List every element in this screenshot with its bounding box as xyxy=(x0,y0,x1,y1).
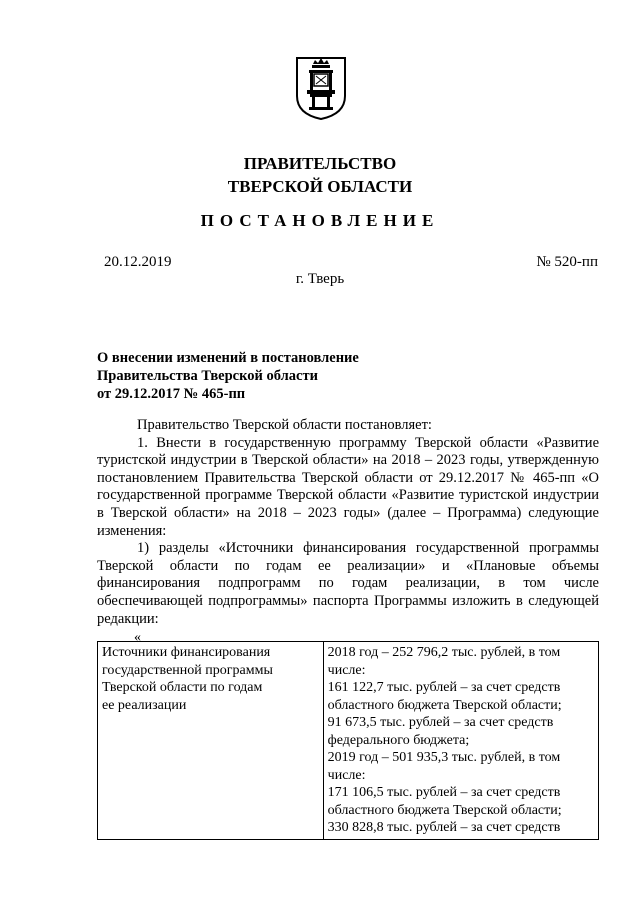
value-line: 330 828,8 тыс. рублей – за счет средств xyxy=(327,820,561,835)
value-line: числе: xyxy=(327,662,366,678)
subject-line1: О внесении изменений в постановление xyxy=(97,350,359,366)
financing-table xyxy=(97,641,599,840)
label-line: ее реализации xyxy=(102,697,187,713)
decree-heading: ПОСТАНОВЛЕНИЕ xyxy=(200,211,440,230)
government-title xyxy=(0,152,640,198)
decree-subject xyxy=(97,349,359,403)
label-line: государственной программы xyxy=(102,662,273,678)
subject-line2: Правительства Тверской области xyxy=(97,368,318,384)
value-line: 91 673,5 тыс. рублей – за счет средств xyxy=(327,715,554,730)
government-title-line1: ПРАВИТЕЛЬСТВО xyxy=(243,154,397,173)
coat-of-arms-emblem xyxy=(295,56,347,120)
value-line: 161 122,7 тыс. рублей – за счет средств xyxy=(327,680,561,695)
value-line: областного бюджета Тверской области; xyxy=(327,802,562,818)
subject-line3: от 29.12.2017 № 465-пп xyxy=(97,386,246,402)
decree-city: г. Тверь xyxy=(295,271,345,287)
government-title-line2: ТВЕРСКОЙ ОБЛАСТИ xyxy=(227,177,413,196)
body-paragraph-item1: 1. Внести в государственную программу Тверской области «Развитие туристской индустрии в Тверской области» на 2018 – 2023 годы, утвержденную постановлением Правительства Тверской области от 29.12.2017 № 465-пп «О государственной программе Тверской области «Развитие туристской индустрии в Тверской области» на 2018 – 2023 годы» (далее – Программа) следующие изменения: xyxy=(97,434,599,539)
value-line: 171 106,5 тыс. рублей – за счет средств xyxy=(327,785,561,800)
value-line: федерального бюджета; xyxy=(327,732,470,748)
table-row xyxy=(98,642,599,840)
value-line: 2019 год – 501 935,3 тыс. рублей, в том xyxy=(327,750,561,765)
table-cell-label xyxy=(98,642,324,840)
body-paragraph-intro: Правительство Тверской области постановляет: xyxy=(137,417,432,433)
value-line: числе: xyxy=(327,767,366,783)
decree-body xyxy=(97,417,599,628)
label-line: Источники финансирования xyxy=(102,645,271,660)
decree-number: № 520-пп xyxy=(536,254,598,270)
table-cell-value xyxy=(323,642,598,840)
label-line: Тверской области по годам xyxy=(102,680,263,695)
decree-date: 20.12.2019 xyxy=(104,254,172,270)
value-line: областного бюджета Тверской области; xyxy=(327,697,562,713)
value-line: 2018 год – 252 796,2 тыс. рублей, в том xyxy=(327,645,561,660)
body-paragraph-subitem1: 1) разделы «Источники финансирования государственной программы Тверской области по годам ее реализации» и «Плановые объемы финансирования подпрограмм по годам реализации, в том числе обеспечивающей подпрограммы» паспорта Программы изложить в следующей редакции: xyxy=(97,540,599,627)
opening-quote-mark: « xyxy=(134,630,141,645)
